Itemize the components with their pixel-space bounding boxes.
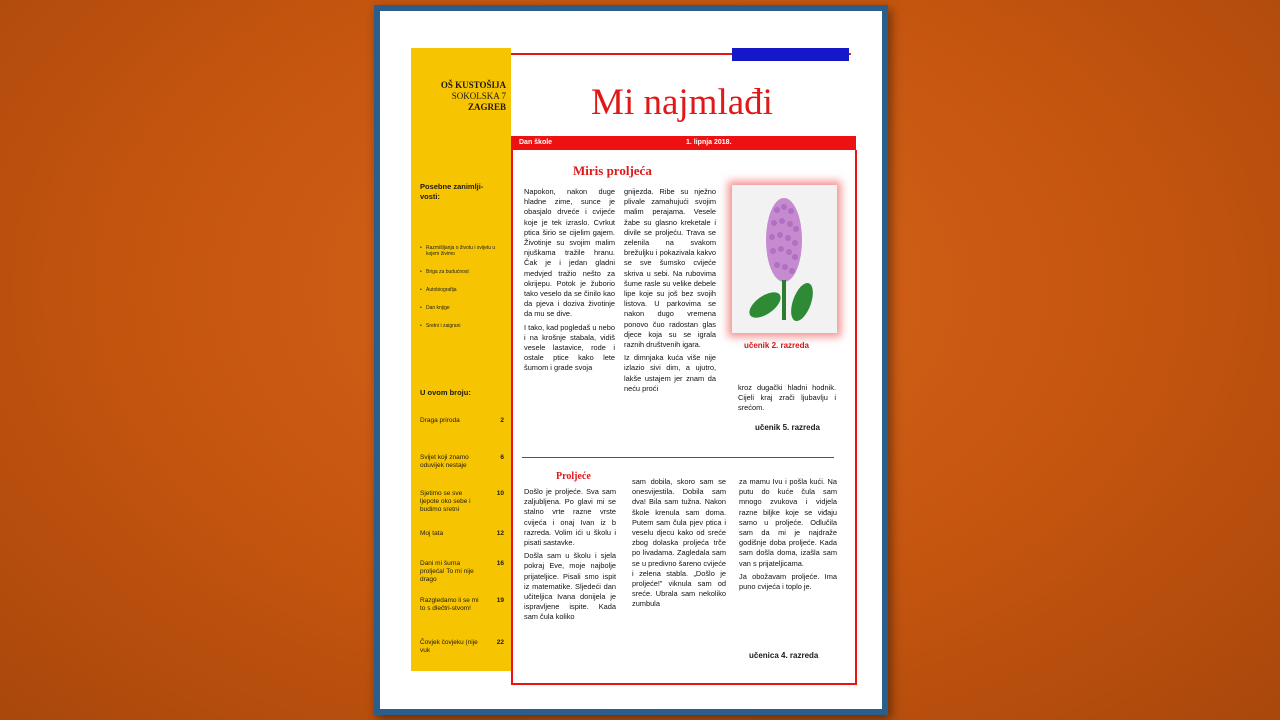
date-bar bbox=[511, 136, 856, 150]
paragraph: sam dobila, skoro sam se onesvijestila. Dobila sam dva! Bila sam tužna. Nakon škole krenula sam doma. Putem sam čula pjev ptica i veselu djecu kako od sreće zbog dolaska proljeća trče po livadama. Zagledala sam se u predivno šareno cvijeće i zelena stabla. „Došlo je proljeće!” viknula sam od sreće. Ubrala sam nekoliko zumbula bbox=[632, 477, 726, 609]
toc-entry[interactable] bbox=[420, 560, 504, 584]
article-title: Proljeće bbox=[556, 471, 591, 482]
toc-entry[interactable] bbox=[420, 597, 504, 613]
toc-entry-page: 22 bbox=[496, 639, 504, 646]
interest-item: • Autobiografija bbox=[420, 287, 506, 293]
article-title: Miris proljeća bbox=[573, 163, 652, 178]
toc-entry-title: Sjetimo se sve ljepote oko sebe i budimo sretni bbox=[420, 490, 471, 513]
toc-entry-title: Moj tata bbox=[420, 530, 444, 537]
sidebar bbox=[411, 48, 511, 671]
toc-entry[interactable] bbox=[420, 639, 504, 655]
article-column bbox=[632, 477, 726, 613]
article-column bbox=[524, 487, 616, 626]
school-street: SOKOLSKA 7 bbox=[451, 91, 506, 101]
toc-entry-page: 12 bbox=[496, 530, 504, 537]
flower-photo bbox=[732, 185, 837, 333]
interest-item: • Briga za budućnost bbox=[420, 269, 506, 275]
toc-entry-title: Dani mi šurna proljeća! To mi nije drago bbox=[420, 560, 474, 583]
paragraph: Napokon, nakon duge hladne zime, sunce je obasjalo drveće i cvijeće koje je tek izraslo. Cvrkut ptica širio se cijelim gajem. Životinje su svojim malim njuškama tražile hranu. Čak je i jedan gladni medvjed tražio nešto za okrijepu. Potok je žuborio tako veselo da se činilo kao da pjeva i doziva životinje da mu se dive. bbox=[524, 187, 615, 319]
paragraph: kroz dugački hladni hodnik. Cijeli kraj zrači ljubavlju i srećom. bbox=[738, 383, 836, 413]
paragraph: za mamu Ivu i pošla kući. Na putu do kuće čula sam mnogo zvukova i vidjela razne biljke koje se viđaju samo u proljeće. Odlučila sam da mi je najdraže godišnje doba proljeće. Kada sam došla doma, izašla sam van s prijateljicama. bbox=[739, 477, 837, 568]
article-divider bbox=[522, 457, 834, 458]
newsletter-page bbox=[380, 11, 882, 709]
article-column bbox=[738, 383, 836, 417]
paragraph: Došlo je proljeće. Sva sam zaljubljena. Po glavi mi se stalno vrte razne vrste cvijeća i onaj Ivan iz b razreda. Volim ići u školu i pisati sastavke. bbox=[524, 487, 616, 548]
article-author: učenica 4. razreda bbox=[749, 651, 819, 660]
toc-entry-page: 2 bbox=[500, 417, 504, 424]
school-name: OŠ KUSTOŠIJA bbox=[440, 80, 506, 90]
issue-date: 1. lipnja 2018. bbox=[686, 139, 732, 146]
document-frame bbox=[374, 5, 888, 715]
toc-entry[interactable] bbox=[420, 454, 504, 470]
article-column bbox=[739, 477, 837, 595]
hyacinth-illustration bbox=[732, 185, 837, 333]
toc-entry[interactable] bbox=[420, 530, 504, 538]
paragraph: Ja obožavam proljeće. Ima puno cvijeća i toplo je. bbox=[739, 571, 837, 592]
toc-entry-page: 10 bbox=[496, 490, 504, 497]
interest-item: • Sretni i zaigrani bbox=[420, 323, 506, 329]
interests-title: Posebne zanimlji-vosti: bbox=[420, 182, 484, 201]
article-column bbox=[524, 187, 615, 377]
issue-occasion: Dan škole bbox=[519, 139, 553, 146]
paragraph: I tako, kad pogledaš u nebo i na krošnje stabala, vidiš vesele lastavice, rode i ostale ptice kako lete šumom i grade svoja bbox=[524, 322, 615, 373]
toc-title: U ovom broju: bbox=[420, 388, 471, 397]
toc-entry[interactable] bbox=[420, 490, 504, 514]
paragraph: Došla sam u školu i sjela pokraj Eve, moje najbolje prijateljice. Pisali smo ispit iz matematike. Sljedeći dan učiteljica Ivana donijela je ispravljene ispite. Kada sam čula koliko bbox=[524, 551, 616, 622]
toc-entry-title: Svijet koji znamo oduvijek nestaje bbox=[420, 454, 469, 469]
toc-entry-page: 6 bbox=[500, 454, 504, 461]
toc-entry-title: Razgledamo li se mi to s dlečtri-stvom! bbox=[420, 597, 479, 612]
header-accent-bar bbox=[732, 48, 849, 61]
school-address bbox=[411, 80, 506, 113]
toc-entry-title: Draga priroda bbox=[420, 417, 460, 424]
article-column bbox=[624, 187, 716, 397]
toc-entry-title: Čovjek čovjeku (nije vuk bbox=[420, 639, 478, 654]
newsletter-title: Mi najmlađi bbox=[591, 82, 773, 123]
photo-caption: učenik 2. razreda bbox=[744, 341, 809, 350]
paragraph: Iz dimnjaka kuća više nije izlazio sivi dim, a ujutro, lakše ustajem jer znam da neću proći bbox=[624, 353, 716, 393]
toc-entry-page: 19 bbox=[496, 597, 504, 604]
interest-item: • Dan knjige bbox=[420, 305, 506, 311]
school-city: ZAGREB bbox=[467, 102, 506, 112]
toc-entry[interactable] bbox=[420, 417, 504, 425]
interests-list bbox=[420, 245, 506, 341]
toc-entry-page: 16 bbox=[496, 560, 504, 567]
paragraph: gnijezda. Ribe su nježno plivale zamahujući svojim malim perajama. Vesele žabe su glasno kreketale i divile se proljeću. Trava se zelenila na svakom brežuljku i pokazivala kakvo se sve šumsko cvijeće skriva u sebi. Na rubovima šume rasle su velike debele lipe koje su još bez svojih listova. U parkovima se nakon dugo vremena ponovo čuo radostan glas djece koja su se igrala raznih društvenih igara. bbox=[624, 187, 716, 350]
article-author: učenik 5. razreda bbox=[755, 423, 820, 432]
interest-item: • Razmišljanja o životu i svijetu u kojem živimo bbox=[420, 245, 506, 257]
